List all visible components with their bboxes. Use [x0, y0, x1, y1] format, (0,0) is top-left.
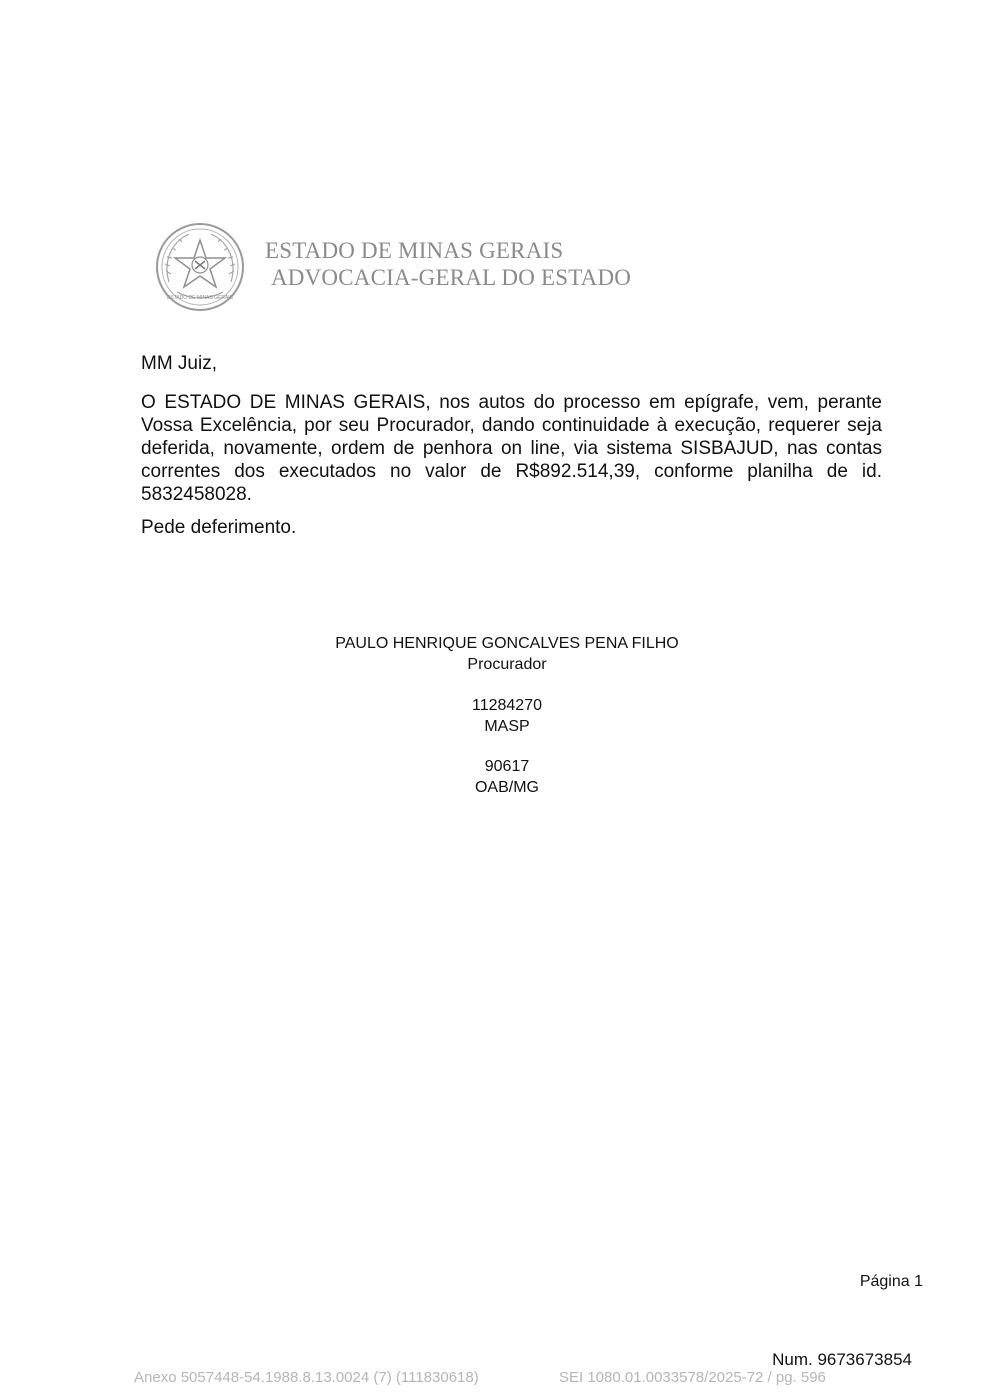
- masp-label: MASP: [484, 718, 530, 735]
- oab-label: OAB/MG: [474, 779, 539, 796]
- seal-text: ESTADO DE MINAS GERAIS: [166, 295, 234, 301]
- page-number: Página 1: [859, 1273, 923, 1290]
- signatory-name: PAULO HENRIQUE GONCALVES PENA FILHO: [335, 635, 679, 652]
- salutation: MM Juiz,: [141, 353, 217, 374]
- header-agency-name: ADVOCACIA-GERAL DO ESTADO: [271, 265, 632, 290]
- oab-number: 90617: [484, 758, 530, 775]
- masp-number: 11284270: [472, 697, 542, 714]
- petition-paragraph: O ESTADO DE MINAS GERAIS, nos autos do processo em epígrafe, vem, perante Vossa Excelência, por seu Procurador, dando continuidade à execução, requerer seja deferida, novamente, ordem de penhora on line, via sistema SISBAJUD, nas contas correntes dos executados no valor de R$892.514,39, conforme planilha de id. 5832458028.: [141, 392, 882, 505]
- signatory-role: Procurador: [467, 656, 547, 673]
- header-state-name: ESTADO DE MINAS GERAIS: [265, 238, 564, 263]
- footer-sei-reference: SEI 1080.01.0033578/2025-72 / pg. 596: [559, 1369, 826, 1386]
- closing-line: Pede deferimento.: [141, 517, 297, 538]
- footer-anexo-reference: Anexo 5057448-54.1988.8.13.0024 (7) (111830618): [134, 1369, 479, 1386]
- state-seal-emblem: [155, 222, 245, 312]
- document-number: Num. 9673673854: [772, 1350, 912, 1369]
